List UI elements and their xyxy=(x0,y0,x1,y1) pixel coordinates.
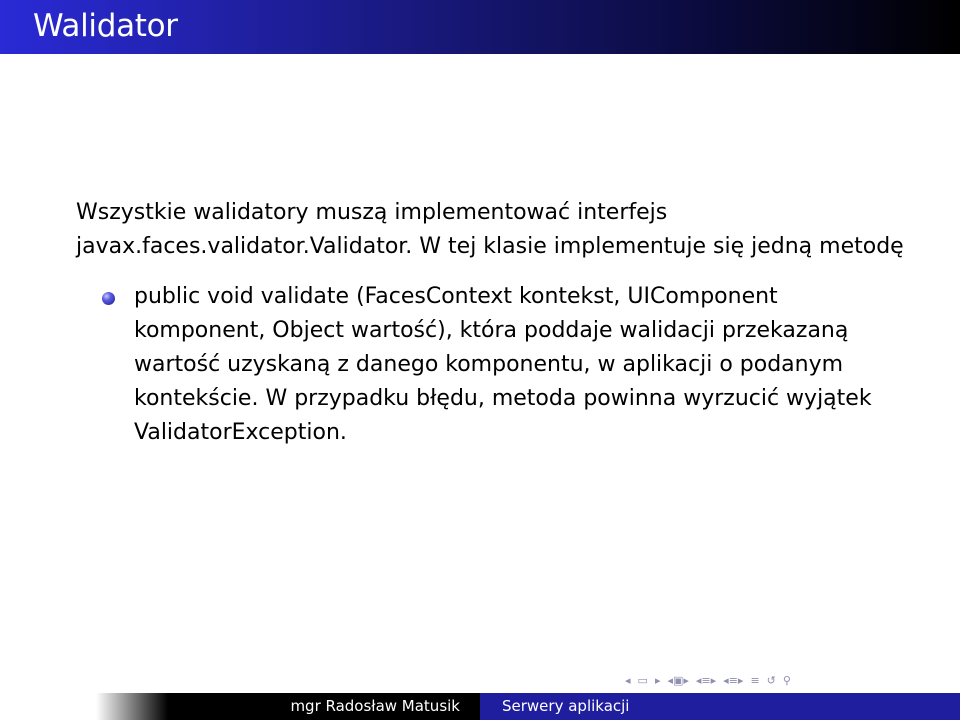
footer-author-box xyxy=(0,693,480,720)
nav-subsection-next-icon[interactable]: ◂≡▸ xyxy=(695,673,717,687)
slide-header xyxy=(0,0,960,54)
nav-search-icon[interactable]: ⚲ xyxy=(782,673,791,687)
nav-first-icon[interactable]: ◂ xyxy=(625,673,631,687)
slide-title: Walidator xyxy=(33,8,178,44)
nav-subsection-prev-icon[interactable]: ◂▣▸ xyxy=(667,673,689,687)
footer-talk-title: Serwery aplikacji xyxy=(502,697,630,715)
nav-section-prev-icon[interactable]: ◂≡▸ xyxy=(723,673,744,687)
list-item-text: public void validate (FacesContext kontekst, UIComponent komponent, Object wartość), która poddaje walidacji przekazaną wartość uzyskaną z danego komponentu, w aplikacji o podanym kontekście. W przypadku błędu, metoda powinna wyrzucić wyjątek ValidatorException. xyxy=(134,284,872,445)
navigation-bar xyxy=(625,671,955,689)
slide-footer xyxy=(0,693,960,720)
nav-outline-icon[interactable]: ↺ xyxy=(766,673,776,687)
intro-paragraph: Wszystkie walidatory muszą implementować interfejs javax.faces.validator.Validator. W tej klasie implementuje się jedną metodę xyxy=(76,200,904,259)
nav-frame-prev-icon[interactable]: ▭ xyxy=(637,673,648,687)
nav-section-next-icon[interactable]: ≡ xyxy=(750,673,760,687)
bullet-ball-icon xyxy=(102,292,115,305)
nav-frame-next-icon[interactable]: ▸ xyxy=(654,673,661,687)
footer-talk-box xyxy=(480,693,960,720)
slide-content xyxy=(76,196,936,450)
list-item xyxy=(76,280,884,450)
footer-author: mgr Radosław Matusik xyxy=(290,697,460,715)
bullet-list xyxy=(76,280,936,450)
